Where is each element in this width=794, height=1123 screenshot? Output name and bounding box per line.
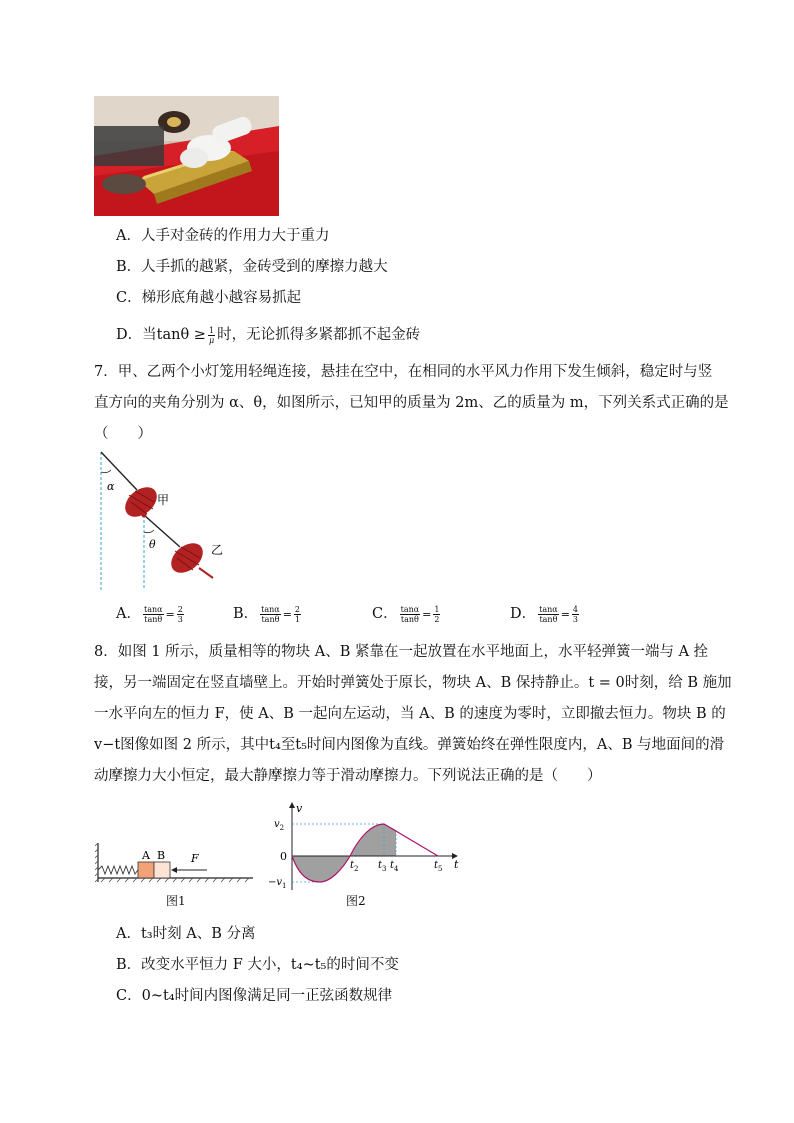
- fraction-denominator: tanθ: [539, 614, 558, 624]
- q8-figure-2: [258, 800, 468, 892]
- fraction-denominator: μ: [208, 335, 215, 345]
- q6-option-b: [116, 257, 388, 277]
- block-a: [138, 862, 154, 878]
- equals-sign: =: [560, 608, 570, 621]
- option-label: A．: [116, 606, 141, 622]
- fraction-numerator: tanα: [143, 604, 163, 614]
- fraction-denominator: 3: [177, 614, 183, 624]
- option-text: 时，无论抓得多紧都抓不起金砖: [217, 327, 421, 343]
- equals-sign: =: [422, 608, 432, 621]
- angle-theta-label: θ: [149, 538, 156, 551]
- q7-stem-line: 7．甲、乙两个小灯笼用轻绳连接，悬挂在空中，在相同的水平风力作用下发生倾斜，稳定时与竖: [94, 364, 713, 380]
- fraction-numerator: 2: [294, 604, 301, 614]
- origin-label: 0: [280, 850, 287, 863]
- option-label: C．: [116, 290, 142, 306]
- fraction: [143, 605, 164, 624]
- angle-alpha-label: α: [107, 480, 115, 493]
- option-text: 人手抓的越紧，金砖受到的摩擦力越大: [141, 259, 388, 275]
- q7-option-c: [372, 604, 442, 625]
- fraction-numerator: tanα: [261, 604, 280, 614]
- option-label: D．: [510, 606, 537, 622]
- q8-figure-1: [95, 838, 255, 888]
- option-text: 0~t₄时间内图像满足同一正弦函数规律: [141, 988, 393, 1004]
- fraction: [572, 605, 579, 624]
- option-text: t₃时刻 A、B 分离: [140, 926, 256, 942]
- q7-lantern-figure: [95, 450, 235, 595]
- q8-stem-line: v−t图像如图 2 所示，其中t₄至t₅时间内图像为直线。弹簧始终在弹性限度内，A、B 与地面间的滑: [94, 737, 725, 753]
- q8-option-a: [116, 924, 255, 944]
- option-label: B．: [233, 606, 259, 622]
- q8-stem-line: 动摩擦力大小恒定，最大静摩擦力等于滑动摩擦力。下列说法正确的是（ ）: [94, 768, 602, 784]
- fraction: [400, 605, 421, 624]
- figure-1-caption: 图1: [166, 894, 186, 908]
- equals-sign: =: [282, 608, 292, 621]
- q6-option-c: [116, 288, 301, 308]
- fraction-denominator: 3: [572, 614, 578, 624]
- block-a-label: A: [142, 849, 150, 862]
- q8-stem-line: 8．如图 1 所示，质量相等的物块 A、B 紧靠在一起放置在水平地面上，水平轻弹簧一端与 A 拴: [94, 644, 709, 660]
- option-label: A．: [116, 228, 141, 244]
- q6-option-d: [116, 325, 420, 345]
- option-label: A．: [116, 926, 141, 942]
- fraction-denominator: tanθ: [144, 614, 163, 624]
- fraction: [260, 605, 281, 624]
- fraction-numerator: 4: [572, 604, 578, 614]
- shaded-area-positive: [350, 824, 384, 856]
- block-b-label: B: [157, 849, 166, 862]
- fraction: [433, 605, 440, 624]
- fraction: [177, 605, 184, 624]
- v2-label: $v_2$: [274, 819, 285, 832]
- fraction-denominator: tanθ: [261, 614, 280, 624]
- q7-option-b: [233, 604, 303, 625]
- option-text: 人手对金砖的作用力大于重力: [140, 228, 330, 244]
- option-label: B．: [116, 259, 142, 275]
- t3-label: $t_3$: [378, 860, 387, 873]
- q8-option-c: [116, 986, 392, 1006]
- force-label: F: [191, 852, 199, 865]
- option-text: 梯形底角越小越容易抓起: [141, 290, 302, 306]
- v-axis-label: v: [296, 802, 303, 815]
- fraction-numerator: tanα: [400, 604, 420, 614]
- q7-option-d: [510, 604, 581, 625]
- q7-answer-blank: （ ）: [94, 426, 152, 442]
- fraction-numerator: 2: [177, 604, 183, 614]
- option-label: C．: [372, 606, 398, 622]
- fraction-numerator: tanα: [539, 604, 558, 614]
- gold-brick-illustration: [94, 96, 279, 216]
- option-label: B．: [116, 957, 142, 973]
- option-label: D．: [116, 327, 143, 343]
- t-axis-label: t: [454, 858, 459, 871]
- fraction: [294, 605, 301, 624]
- lantern-yi-label: 乙: [211, 543, 224, 557]
- spring: [98, 866, 138, 874]
- option-text: 当tanθ ≥: [142, 327, 206, 343]
- q7-stem-line: 直方向的夹角分别为 α、θ，如图所示，已知甲的质量为 2m、乙的质量为 m，下列关系式正确的是: [94, 395, 729, 411]
- shaded-area-t3-t4: [384, 824, 396, 856]
- fraction-denominator: tanθ: [400, 614, 419, 624]
- gold-brick-photo: [94, 96, 279, 216]
- fraction-numerator: 1: [434, 604, 440, 614]
- fraction-denominator: 1: [294, 614, 301, 624]
- q8-option-b: [116, 955, 399, 975]
- t5-label: $t_5$: [434, 860, 443, 873]
- q8-stem-line: 一水平向左的恒力 F，使 A、B 一起向左运动，当 A、B 的速度为零时，立即撤去恒力。物块 B 的: [94, 706, 726, 722]
- fraction: [208, 326, 215, 345]
- lantern-yi: [165, 537, 213, 579]
- lantern-jia-label: 甲: [157, 493, 170, 507]
- q8-stem-line: 接，另一端固定在竖直墙壁上。开始时弹簧处于原长，物块 A、B 保持静止。t = 0时刻，给 B 施加: [94, 675, 732, 691]
- block-b: [154, 862, 170, 878]
- q7-option-a: [116, 604, 186, 625]
- t4-label: $t_4$: [390, 860, 399, 873]
- option-label: C．: [116, 988, 142, 1004]
- fraction-denominator: 2: [434, 614, 440, 624]
- v1-label: $-v_1$: [268, 877, 287, 890]
- fraction-numerator: 1: [209, 325, 215, 335]
- figure-2-caption: 图2: [346, 894, 366, 908]
- option-text: 改变水平恒力 F 大小，t₄~t₅的时间不变: [141, 957, 399, 973]
- t2-label: $t_2$: [350, 860, 359, 873]
- fraction: [538, 605, 559, 624]
- q6-option-a: [116, 226, 329, 246]
- equals-sign: =: [165, 608, 175, 621]
